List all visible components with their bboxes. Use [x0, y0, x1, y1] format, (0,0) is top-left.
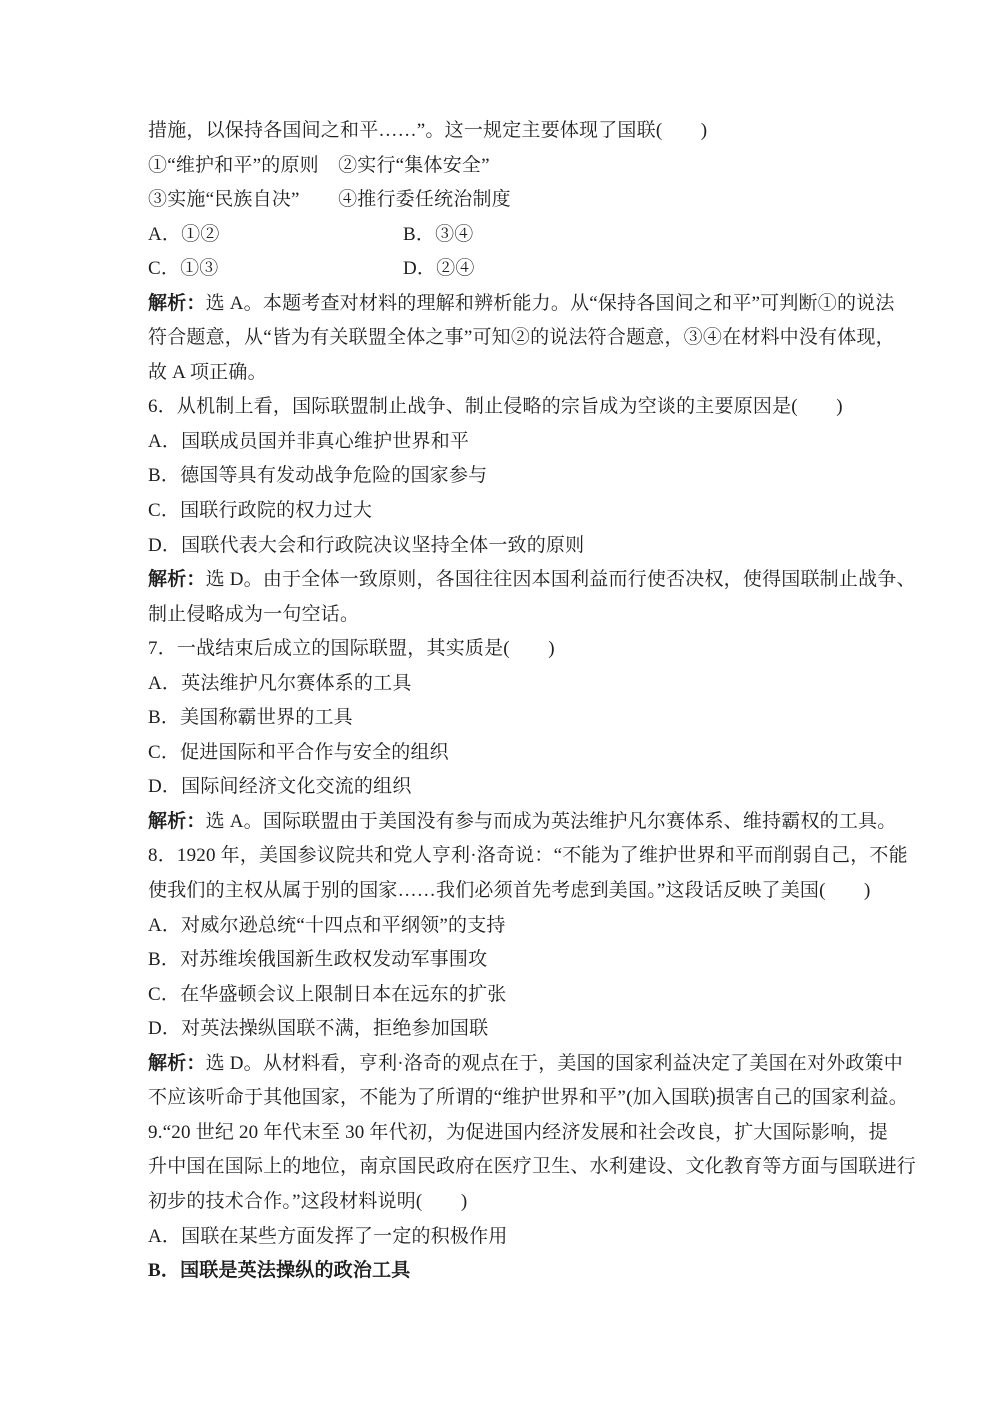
document-line	[148, 874, 872, 909]
line-text: 选 A。国际联盟由于美国没有参与而成为英法维护凡尔赛体系、维持霸权的工具。	[205, 810, 897, 832]
line-text: ③实施“民族自决” ④推行委任统治制度	[148, 189, 511, 211]
document-line	[148, 1116, 888, 1151]
line-text: 升中国在国际上的地位，南京国民政府在医疗卫生、水利建设、文化教育等方面与国联进行	[148, 1156, 917, 1178]
line-text: 8．1920 年，美国参议院共和党人亨利·洛奇说：“不能为了维护世界和平而削弱自己，不能	[148, 845, 908, 867]
document-body	[148, 114, 917, 1289]
line-text: D．国际间经济文化交流的组织	[148, 776, 412, 798]
document-line	[148, 218, 872, 253]
analysis-label: 解析：	[148, 292, 206, 314]
line-text: A．对威尔逊总统“十四点和平纲领”的支持	[148, 914, 506, 936]
line-text: B．国联是英法操纵的政治工具	[148, 1260, 411, 1282]
document-line	[148, 149, 872, 184]
option-col-2: B．③④	[403, 223, 474, 245]
line-text: D．国联代表大会和行政院决议坚持全体一致的原则	[148, 534, 585, 556]
document-line	[148, 252, 872, 287]
document-line	[148, 598, 872, 633]
line-text: 不应该听命于其他国家，不能为了所谓的“维护世界和平”(加入国联)损害自己的国家利益。	[148, 1087, 908, 1109]
line-text: C．在华盛顿会议上限制日本在远东的扩张	[148, 983, 507, 1005]
document-line	[148, 1150, 917, 1185]
document-line	[148, 909, 872, 944]
line-text: 使我们的主权从属于别的国家……我们必须首先考虑到美国。”这段话反映了美国( )	[148, 880, 871, 902]
document-line	[148, 770, 872, 805]
document-line	[148, 425, 872, 460]
line-text: 7．一战结束后成立的国际联盟，其实质是( )	[148, 638, 555, 660]
line-text: 措施，以保持各国间之和平……”。这一规定主要体现了国联( )	[148, 120, 708, 141]
document-line	[148, 1254, 872, 1289]
line-text: B．对苏维埃俄国新生政权发动军事围攻	[148, 949, 488, 971]
line-text: A．国联在某些方面发挥了一定的积极作用	[148, 1225, 508, 1247]
line-text: D．对英法操纵国联不满，拒绝参加国联	[148, 1018, 489, 1040]
line-text: 选 A。本题考查对材料的理解和辨析能力。从“保持各国间之和平”可判断①的说法	[205, 292, 895, 314]
option-col-1: A．①②	[148, 223, 220, 245]
document-line	[148, 459, 872, 494]
line-text: 选 D。从材料看，亨利·洛奇的观点在于，美国的国家利益决定了美国在对外政策中	[205, 1052, 904, 1074]
document-line	[148, 1012, 872, 1047]
line-text: 符合题意，从“皆为有关联盟全体之事”可知②的说法符合题意，③④在材料中没有体现，	[148, 327, 895, 349]
document-line	[148, 321, 895, 356]
document-line	[148, 1081, 908, 1116]
document-line	[148, 494, 872, 529]
line-text: 6．从机制上看，国际联盟制止战争、制止侵略的宗旨成为空谈的主要原因是( )	[148, 396, 843, 418]
line-text: 9.“20 世纪 20 年代末至 30 年代初，为促进国内经济发展和社会改良，扩大国际影响，提	[148, 1121, 888, 1143]
document-line	[148, 701, 872, 736]
line-text: 制止侵略成为一句空话。	[148, 603, 360, 625]
option-col-1: C．①③	[148, 258, 219, 280]
document-line	[148, 183, 872, 218]
document-line	[148, 114, 872, 149]
line-text: C．促进国际和平合作与安全的组织	[148, 741, 449, 763]
document-line	[148, 1185, 872, 1220]
line-text: 故 A 项正确。	[148, 361, 267, 383]
document-line	[148, 529, 872, 564]
analysis-label: 解析：	[148, 1052, 206, 1074]
analysis-label: 解析：	[148, 569, 206, 591]
analysis-label: 解析：	[148, 810, 206, 832]
line-text: B．美国称霸世界的工具	[148, 707, 353, 729]
document-line	[148, 563, 916, 598]
document-line	[148, 632, 872, 667]
document-line	[148, 356, 872, 391]
line-text: C．国联行政院的权力过大	[148, 500, 373, 522]
document-line	[148, 943, 872, 978]
document-line	[148, 839, 908, 874]
document-line	[148, 805, 897, 840]
document-line	[148, 978, 872, 1013]
line-text: B．德国等具有发动战争危险的国家参与	[148, 465, 488, 487]
line-text: 选 D。由于全体一致原则，各国往往因本国利益而行使否决权，使得国联制止战争、	[205, 569, 916, 591]
line-text: ①“维护和平”的原则 ②实行“集体安全”	[148, 154, 490, 176]
document-line	[148, 1220, 872, 1255]
line-text: 初步的技术合作。”这段材料说明( )	[148, 1190, 468, 1212]
line-text: A．国联成员国并非真心维护世界和平	[148, 430, 470, 452]
document-line	[148, 1047, 904, 1082]
document-line	[148, 390, 872, 425]
document-line	[148, 287, 895, 322]
line-text: A．英法维护凡尔赛体系的工具	[148, 672, 412, 694]
document-line	[148, 667, 872, 702]
option-col-2: D．②④	[403, 258, 475, 280]
document-line	[148, 736, 872, 771]
